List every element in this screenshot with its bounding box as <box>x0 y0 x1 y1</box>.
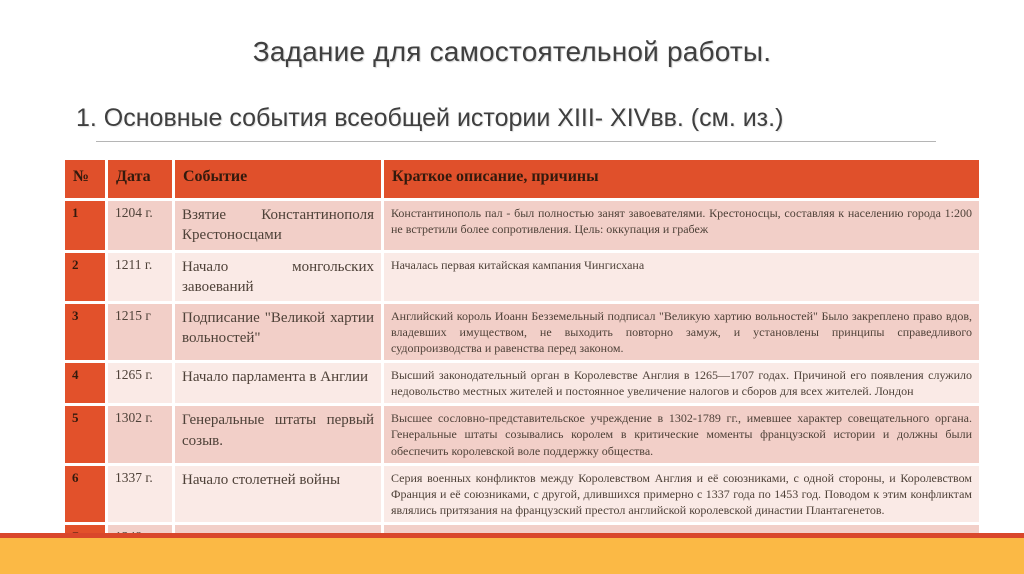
slide-subtitle: 1. Основные события всеобщей истории XIII- XIVвв. (см. из.) <box>76 104 784 132</box>
subtitle-underline <box>96 141 936 142</box>
row-event-cell: Начало столетней войны <box>175 466 381 522</box>
row-description-cell: Высшее сословно-представительское учреждение в 1302-1789 гг., имевшее характер совещательного органа. Генеральные штаты созывались королем в критические моменты французской истории и должны были обеспечить королевской воле поддержку общества. <box>384 406 979 462</box>
row-event-cell: Генеральные штаты первый созыв. <box>175 406 381 462</box>
table-row <box>65 406 979 462</box>
table-row <box>65 304 979 360</box>
row-date-cell: 1215 г <box>108 304 172 360</box>
row-date-cell: 1211 г. <box>108 253 172 302</box>
footer-bar <box>0 538 1024 574</box>
row-description-cell: Серия военных конфликтов между Королевством Англия и её союзниками, с одной стороны, и Королевством Франция и её союзниками, с другой, длившихся примерно с 1337 года по 1453 год. Поводом к этим конфликтам являлись притязания на французский престол английской королевской династии Плантагенетов. <box>384 466 979 522</box>
row-number-cell: 1 <box>65 201 105 250</box>
table-row <box>65 253 979 302</box>
events-table-body <box>65 201 979 574</box>
row-description-cell: Английский король Иоанн Безземельный подписал "Великую хартию вольностей" Было закреплено право вдов, владевших имуществом, не выходить повторно замуж, и установлены принципы справедливого судопроизводства и равенства перед законом. <box>384 304 979 360</box>
column-header-description: Краткое описание, причины <box>384 160 979 198</box>
table-row <box>65 201 979 250</box>
table-row <box>65 466 979 522</box>
slide-title: Задание для самостоятельной работы. <box>252 36 772 67</box>
row-event-cell: Начало монгольских завоеваний <box>175 253 381 302</box>
column-header-number: № <box>65 160 105 198</box>
row-date-cell: 1204 г. <box>108 201 172 250</box>
row-event-cell: Начало парламента в Англии <box>175 363 381 403</box>
row-description-cell: Константинополь пал - был полностью занят завоевателями. Крестоносцы, составляя к населению города 1:200 не встретили более сопротивления. Цель: оккупация и грабеж <box>384 201 979 250</box>
row-number-cell: 2 <box>65 253 105 302</box>
row-description-cell: Высший законодательный орган в Королевстве Англия в 1265—1707 годах. Причиной его появления служило недовольство местных жителей и постоянное увеличение налогов и сборов для всех жителей. Лондон <box>384 363 979 403</box>
row-event-cell: Взятие Константинополя Крестоносцами <box>175 201 381 250</box>
row-date-cell: 1337 г. <box>108 466 172 522</box>
row-event-cell: Подписание "Великой хартии вольностей" <box>175 304 381 360</box>
column-header-event: Событие <box>175 160 381 198</box>
table-row <box>65 363 979 403</box>
row-number-cell: 5 <box>65 406 105 462</box>
row-number-cell: 6 <box>65 466 105 522</box>
row-description-cell: Началась первая китайская кампания Чингисхана <box>384 253 979 302</box>
row-number-cell: 3 <box>65 304 105 360</box>
row-date-cell: 1265 г. <box>108 363 172 403</box>
row-number-cell: 4 <box>65 363 105 403</box>
events-table-header <box>65 160 979 198</box>
events-table <box>62 157 982 574</box>
row-date-cell: 1302 г. <box>108 406 172 462</box>
column-header-date: Дата <box>108 160 172 198</box>
